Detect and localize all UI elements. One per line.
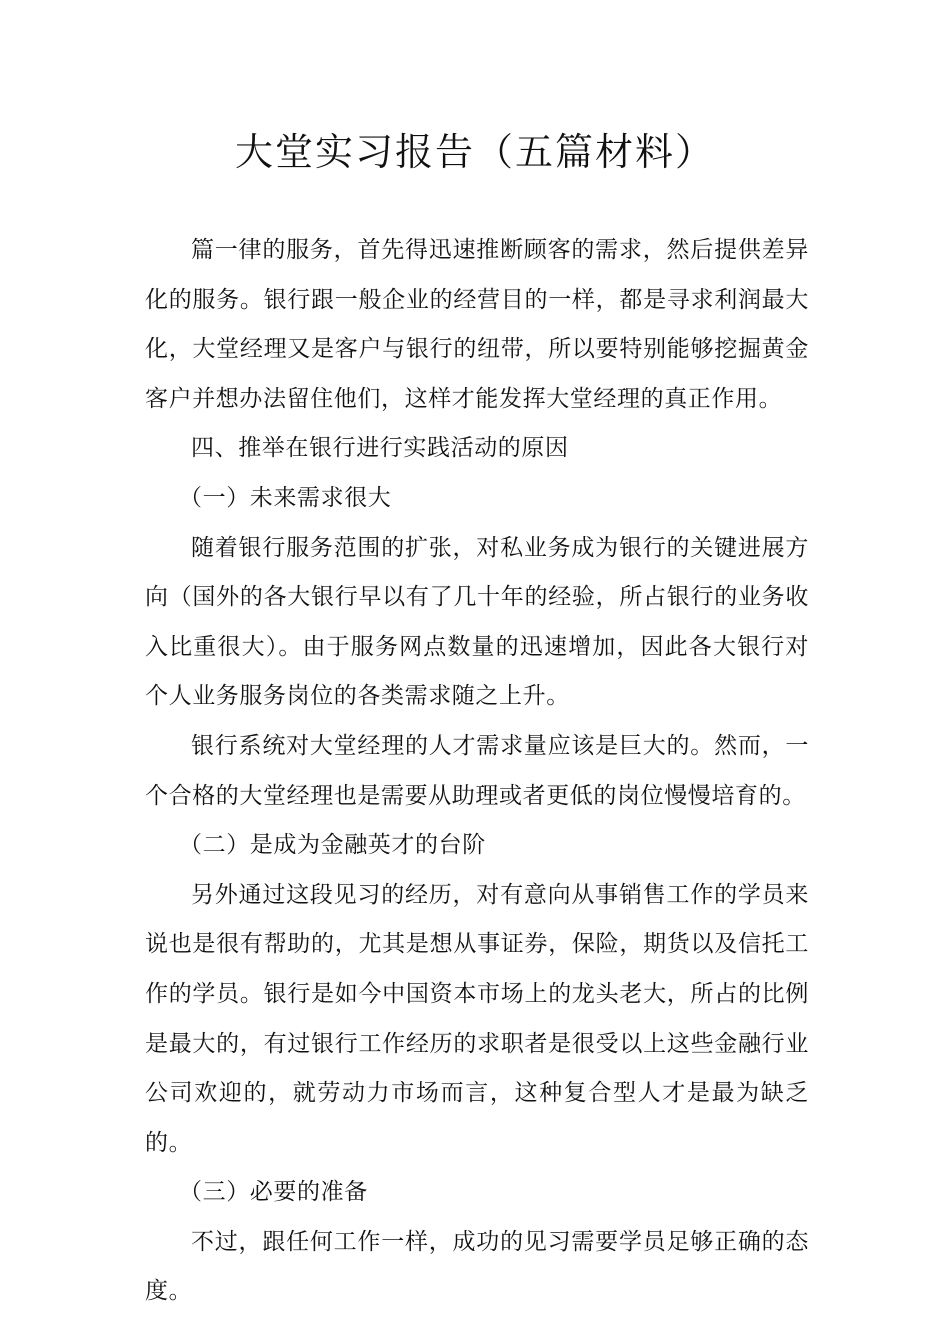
- subheading-2: （二）是成为金融英才的台阶: [179, 832, 486, 859]
- paragraph-demand: 随着银行服务范围的扩张，对私业务成为银行的关键进展方向（国外的各大银行早以有了几十年的经验，所占银行的业务收入比重很大）。由于服务网点数量的迅速增加，因此各大银行对个人业务服务岗位的各类需求随之上升。: [145, 534, 809, 710]
- document-title: 大堂实习报告（五篇材料）: [234, 130, 715, 174]
- paragraph-talent: 银行系统对大堂经理的人才需求量应该是巨大的。然而，一个合格的大堂经理也是需要从助理或者更低的岗位慢慢培育的。: [145, 732, 809, 809]
- document-body: [145, 226, 809, 1317]
- paragraph-career: 另外通过这段见习的经历，对有意向从事销售工作的学员来说也是很有帮助的，尤其是想从事证券，保险，期货以及信托工作的学员。银行是如今中国资本市场上的龙头老大，所占的比例是最大的，有过银行工作经历的求职者是很受以上这些金融行业公司欢迎的，就劳动力市场而言，这种复合型人才是最为缺乏的。: [145, 881, 809, 1156]
- section-heading-4: 四、推举在银行进行实践活动的原因: [191, 435, 569, 462]
- paragraph-intro: 篇一律的服务，首先得迅速推断顾客的需求，然后提供差异化的服务。银行跟一般企业的经营目的一样，都是寻求利润最大化，大堂经理又是客户与银行的纽带，所以要特别能够挖掘黄金客户并想办法留住他们，这样才能发挥大堂经理的真正作用。: [145, 237, 809, 412]
- subheading-3: （三）必要的准备: [179, 1179, 368, 1206]
- subheading-1: （一）未来需求很大: [179, 484, 392, 511]
- paragraph-attitude: 不过，跟任何工作一样，成功的见习需要学员足够正确的态度。: [145, 1228, 809, 1305]
